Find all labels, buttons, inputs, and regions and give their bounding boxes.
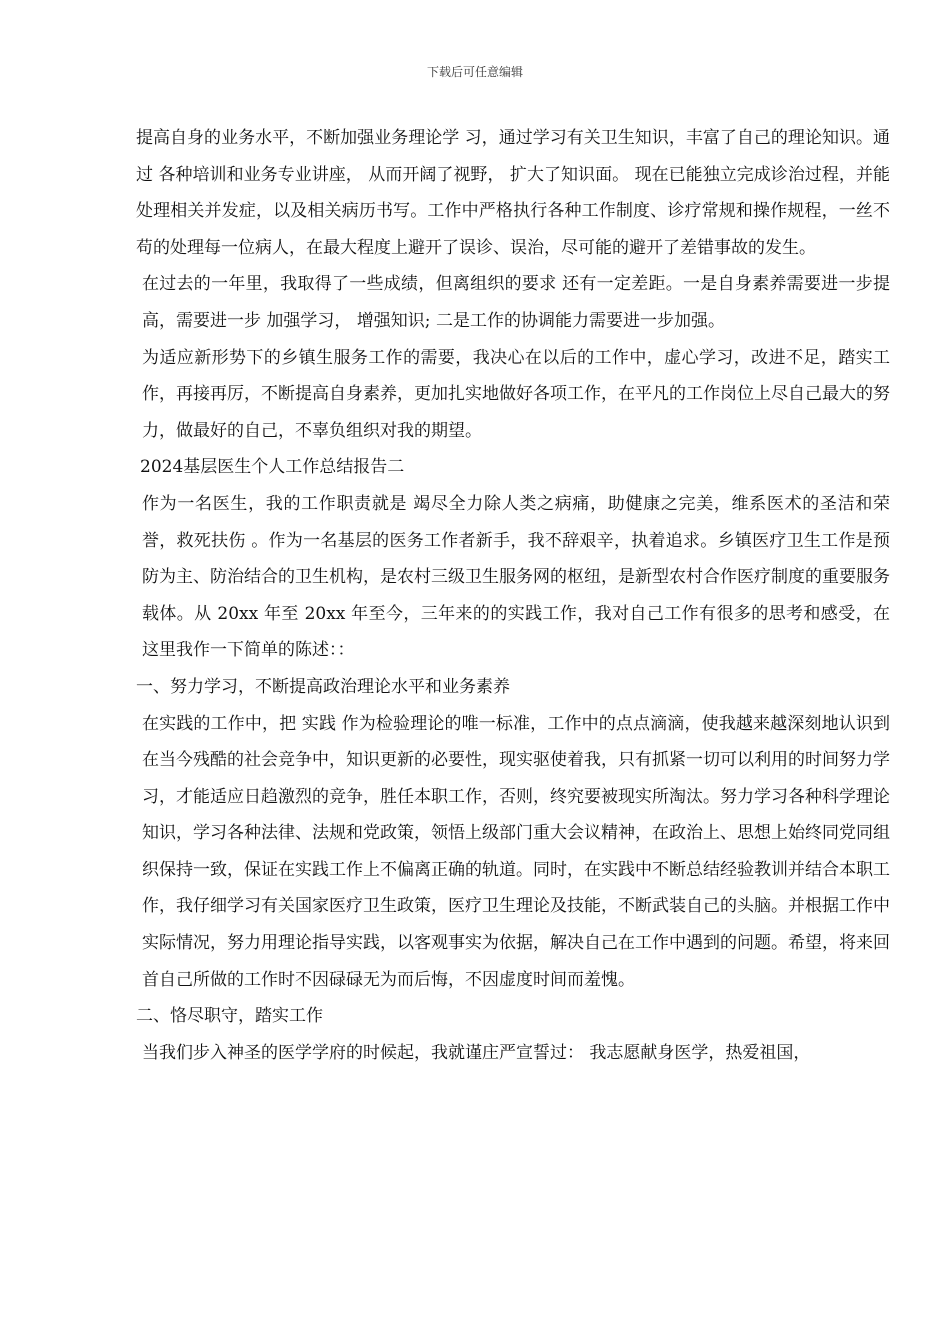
paragraph-6: 当我们步入神圣的医学学府的时候起，我就谨庄严宣誓过： 我志愿献身医学，热爱祖国， xyxy=(142,1042,811,1063)
document-body xyxy=(136,120,890,1071)
page-header: 下载后可任意编辑 xyxy=(426,65,523,79)
paragraph-1: 提高自身的业务水平，不断加强业务理论学 习，通过学习有关卫生知识，丰富了自己的理论知识。通过 各种培训和业务专业讲座， 从而开阔了视野， 扩大了知识面。 现在已能独立完成诊治过程，并能处理相关并发症，以及相关病历书写。工作中严格执行各种工作制度、诊疗常规和操作规程，一丝不苟的处理每一位病人，在最大程度上避开了误诊、误治，尽可能的避开了差错事故的发生。 xyxy=(136,128,890,258)
section-heading-2: 二、恪尽职守，踏实工作 xyxy=(136,1006,323,1027)
paragraph-4: 作为一名医生，我的工作职责就是 竭尽全力除人类之病痛，助健康之完美，维系医术的圣洁和荣誉，救死扶伤 。作为一名基层的医务工作者新手，我不辞艰辛，执着追求。乡镇医疗卫生工作是预防为主、防治结合的卫生机构，是农村三级卫生服务网的枢纽，是新型农村合作医疗制度的重要服务载体。从 20xx 年至 20xx 年至今，三年来的的实践工作，我对自己工作有很多的思考和感受，在这里我作一下简单的陈述：： xyxy=(142,493,890,661)
section-heading-1: 一、努力学习，不断提高政治理论水平和业务素养 xyxy=(136,676,510,697)
paragraph-5: 在实践的工作中，把 实践 作为检验理论的唯一标准，工作中的点点滴滴，使我越来越深刻地认识到在当今残酷的社会竞争中，知识更新的必要性，现实驱使着我，只有抓紧一切可以利用的时间努力学习，才能适应日趋激烈的竞争，胜任本职工作，否则，终究要被现实所淘汰。努力学习各种科学理论知识，学习各种法律、法规和党政策，领悟上级部门重大会议精神，在政治上、思想上始终同党同组织保持一致，保证在实践工作上不偏离正确的轨道。同时，在实践中不断总结经验教训并结合本职工作，我仔细学习有关国家医疗卫生政策，医疗卫生理论及技能，不断武装自己的头脑。并根据工作中实际情况，努力用理论指导实践，以客观事实为依据，解决自己在工作中遇到的问题。希望，将来回首自己所做的工作时不因碌碌无为而后悔，不因虚度时间而羞愧。 xyxy=(142,713,890,990)
paragraph-2: 在过去的一年里，我取得了一些成绩，但离组织的要求 还有一定差距。一是自身素养需要进一步提高，需要进一步 加强学习， 增强知识; 二是工作的协调能力需要进一步加强。 xyxy=(142,274,890,331)
report-title: 2024基层医生个人工作总结报告二 xyxy=(140,457,405,478)
paragraph-3: 为适应新形势下的乡镇生服务工作的需要，我决心在以后的工作中，虚心学习，改进不足，踏实工作，再接再厉，不断提高自身素养，更加扎实地做好各项工作，在平凡的工作岗位上尽自己最大的努力，做最好的自己，不辜负组织对我的期望。 xyxy=(142,347,890,441)
